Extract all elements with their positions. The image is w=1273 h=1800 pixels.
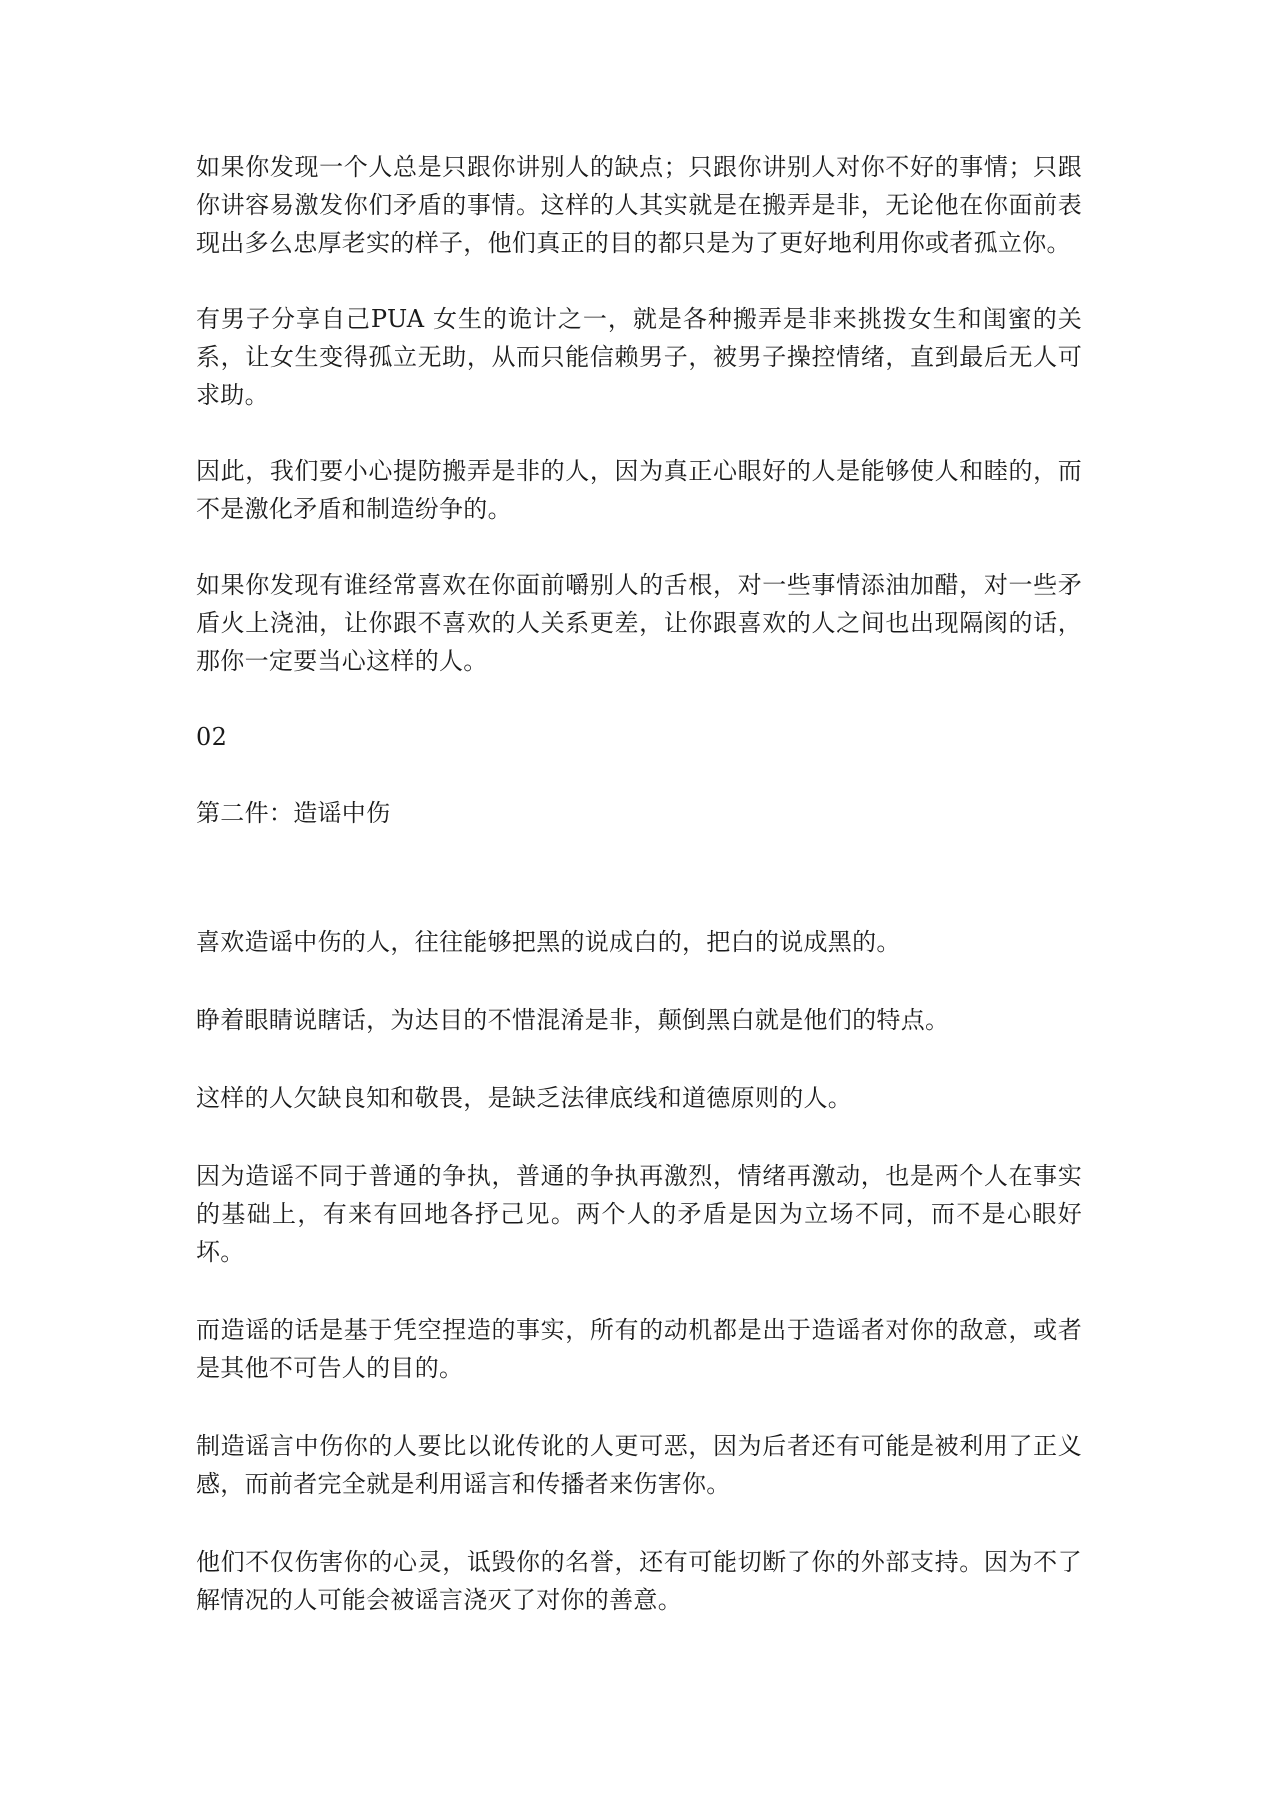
paragraph-1: 如果你发现一个人总是只跟你讲别人的缺点；只跟你讲别人对你不好的事情；只跟你讲容易激发你们矛盾的事情。这样的人其实就是在搬弄是非，无论他在你面前表现出多么忠厚老实的样子，他们真正的目的都只是为了更好地利用你或者孤立你。: [196, 153, 1082, 257]
document-section-1: [196, 148, 1082, 832]
paragraph-6: 睁着眼睛说瞎话，为达目的不惜混淆是非，颠倒黑白就是他们的特点。: [196, 1006, 950, 1034]
paragraph-9: 而造谣的话是基于凭空捏造的事实，所有的动机都是出于造谣者对你的敌意，或者是其他不可告人的目的。: [196, 1316, 1082, 1382]
section-heading: 第二件：造谣中伤: [196, 799, 391, 827]
paragraph-10: 制造谣言中伤你的人要比以讹传讹的人更可恶，因为后者还有可能是被利用了正义感，而前者完全就是利用谣言和传播者来伤害你。: [196, 1432, 1082, 1498]
paragraph-5: 喜欢造谣中伤的人，往往能够把黑的说成白的，把白的说成黑的。: [196, 928, 901, 956]
paragraph-8: 因为造谣不同于普通的争执，普通的争执再激烈，情绪再激动，也是两个人在事实的基础上，有来有回地各抒己见。两个人的矛盾是因为立场不同，而不是心眼好坏。: [196, 1162, 1082, 1266]
paragraph-2: 有男子分享自己PUA 女生的诡计之一，就是各种搬弄是非来挑拨女生和闺蜜的关系，让女生变得孤立无助，从而只能信赖男子，被男子操控情绪，直到最后无人可求助。: [196, 305, 1082, 409]
paragraph-4: 如果你发现有谁经常喜欢在你面前嚼别人的舌根，对一些事情添油加醋，对一些矛盾火上浇油，让你跟不喜欢的人关系更差，让你跟喜欢的人之间也出现隔阂的话，那你一定要当心这样的人。: [196, 571, 1082, 675]
document-section-2: [196, 923, 1082, 1619]
paragraph-3: 因此，我们要小心提防搬弄是非的人，因为真正心眼好的人是能够使人和睦的，而不是激化矛盾和制造纷争的。: [196, 457, 1082, 523]
paragraph-11: 他们不仅伤害你的心灵，诋毁你的名誉，还有可能切断了你的外部支持。因为不了解情况的人可能会被谣言浇灭了对你的善意。: [196, 1548, 1082, 1614]
paragraph-7: 这样的人欠缺良知和敬畏，是缺乏法律底线和道德原则的人。: [196, 1084, 853, 1112]
section-number: 02: [196, 723, 228, 751]
